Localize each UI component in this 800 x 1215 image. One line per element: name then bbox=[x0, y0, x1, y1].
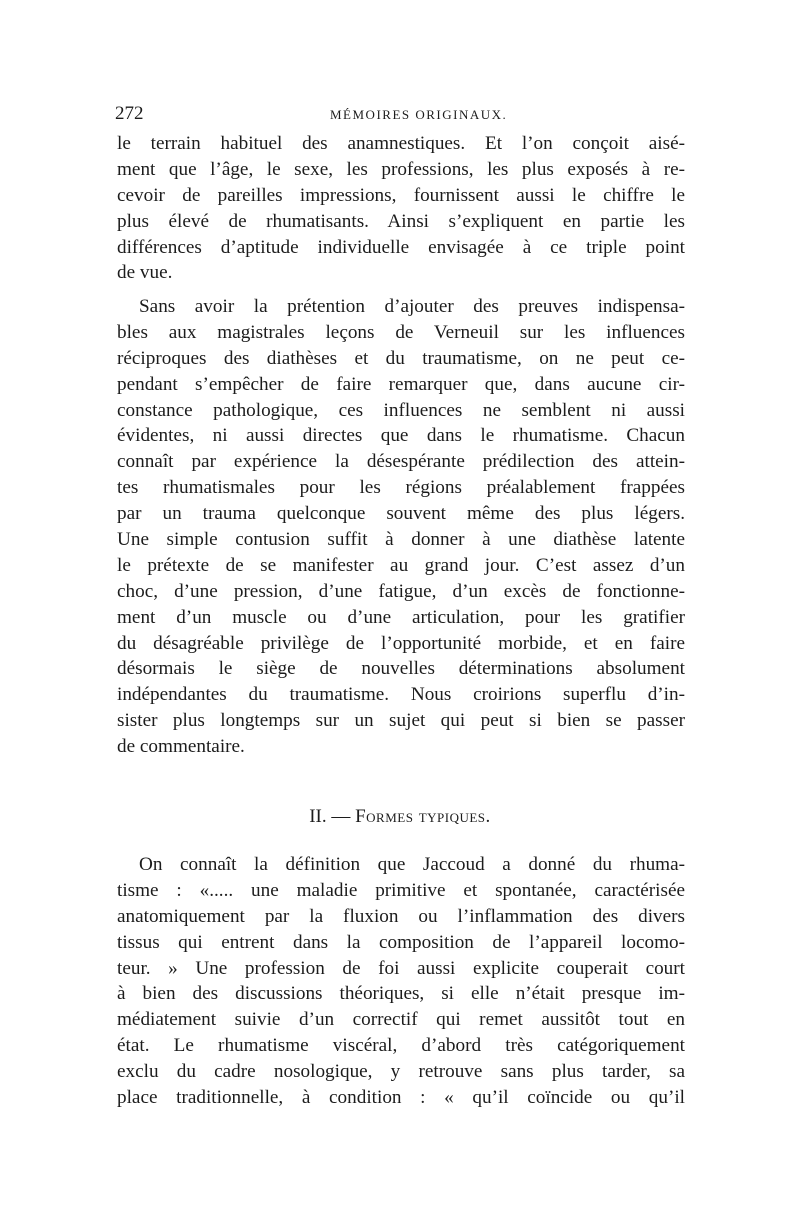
text-line: ment que l’âge, le sexe, les professions, les plus exposés à re- bbox=[117, 158, 685, 180]
text-line: le prétexte de se manifester au grand jour. C’est assez d’un bbox=[117, 554, 685, 576]
text-line: place traditionnelle, à condition : « qu’il coïncide ou qu’il bbox=[117, 1087, 685, 1109]
text-line: de vue. bbox=[117, 262, 173, 284]
text-line: différences d’aptitude individuelle envisagée à ce triple point bbox=[117, 236, 685, 258]
section-heading bbox=[0, 806, 800, 828]
running-head: MÉMOIRES ORIGINAUX. bbox=[330, 107, 508, 122]
section-numeral: II. — bbox=[309, 806, 351, 827]
text-line: désormais le siège de nouvelles déterminations absolument bbox=[117, 658, 685, 680]
page-number: 272 bbox=[115, 103, 144, 124]
paragraph-1 bbox=[117, 131, 685, 286]
text-line: cevoir de pareilles impressions, fournissent aussi le chiffre le bbox=[117, 184, 685, 206]
text-line: On connaît la définition que Jaccoud a donné du rhuma- bbox=[139, 854, 685, 875]
text-line: sister plus longtemps sur un sujet qui peut si bien se passer bbox=[117, 710, 685, 732]
text-line: le terrain habituel des anamnestiques. Et l’on conçoit aisé- bbox=[117, 133, 685, 154]
text-line: exclu du cadre nosologique, y retrouve sans plus tarder, sa bbox=[117, 1061, 685, 1083]
text-line: à bien des discussions théoriques, si elle n’était presque im- bbox=[117, 983, 685, 1005]
text-line: anatomiquement par la fluxion ou l’inflammation des divers bbox=[117, 905, 685, 927]
text-line: plus élevé de rhumatisants. Ainsi s’expliquent en partie les bbox=[117, 210, 685, 232]
text-line: du désagréable privilège de l’opportunité morbide, et en faire bbox=[117, 632, 685, 654]
text-line: constance pathologique, ces influences ne semblent ni aussi bbox=[117, 399, 685, 421]
text-line: tisme : «..... une maladie primitive et spontanée, caractérisée bbox=[117, 879, 685, 901]
text-line: Sans avoir la prétention d’ajouter des preuves indispensa- bbox=[139, 296, 685, 317]
text-line: tes rhumatismales pour les régions préalablement frappées bbox=[117, 477, 685, 499]
text-line: bles aux magistrales leçons de Verneuil sur les influences bbox=[117, 321, 685, 343]
text-line: médiatement suivie d’un correctif qui remet aussitôt tout en bbox=[117, 1009, 685, 1031]
paragraph-2 bbox=[117, 294, 685, 760]
text-line: ment d’un muscle ou d’une articulation, pour les gratifier bbox=[117, 606, 685, 628]
text-line: pendant s’empêcher de faire remarquer que, dans aucune cir- bbox=[117, 373, 685, 395]
section-title: Formes typiques. bbox=[355, 806, 491, 827]
text-line: teur. » Une profession de foi aussi explicite couperait court bbox=[117, 957, 685, 979]
page-header bbox=[115, 103, 685, 127]
text-line: tissus qui entrent dans la composition de l’appareil locomo- bbox=[117, 931, 685, 953]
text-line: par un trauma quelconque souvent même des plus légers. bbox=[117, 503, 685, 525]
text-line: réciproques des diathèses et du traumatisme, on ne peut ce- bbox=[117, 347, 685, 369]
text-line: choc, d’une pression, d’une fatigue, d’un excès de fonctionne- bbox=[117, 580, 685, 602]
text-line: évidentes, ni aussi directes que dans le rhumatisme. Chacun bbox=[117, 425, 685, 447]
text-line: de commentaire. bbox=[117, 736, 245, 758]
paragraph-3 bbox=[117, 852, 685, 1111]
text-line: connaît par expérience la désespérante prédilection des attein- bbox=[117, 451, 685, 473]
text-line: Une simple contusion suffit à donner à une diathèse latente bbox=[117, 529, 685, 551]
text-line: état. Le rhumatisme viscéral, d’abord très catégoriquement bbox=[117, 1035, 685, 1057]
text-line: indépendantes du traumatisme. Nous croirions superflu d’in- bbox=[117, 684, 685, 706]
